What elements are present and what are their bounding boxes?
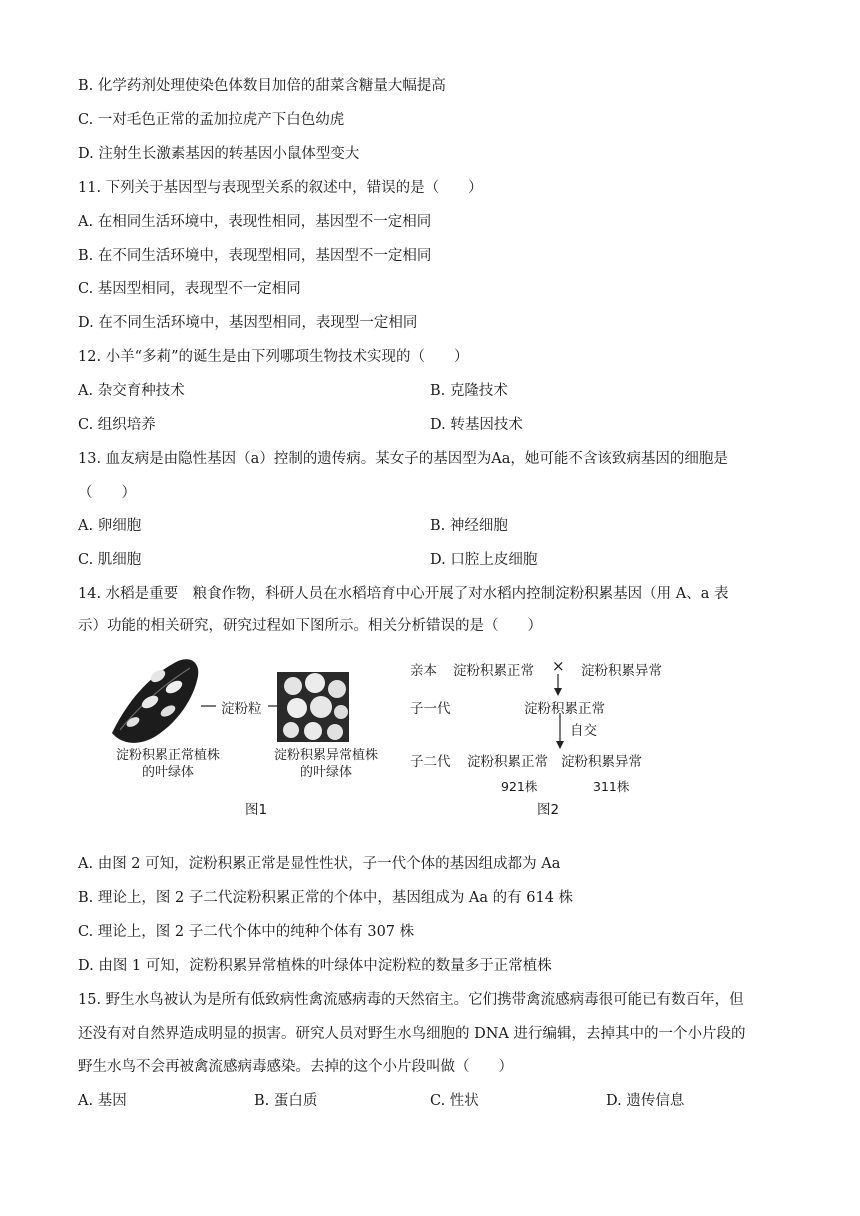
chloroplast-normal-image (112, 659, 198, 743)
q15-option-a: A. 基因 (78, 1093, 127, 1109)
q12-option-b: B. 克隆技术 (430, 383, 508, 399)
f2-abnormal-count: 311株 (593, 779, 630, 794)
q13-option-b: B. 神经细胞 (430, 518, 508, 534)
q11-stem: 11. 下列关于基因型与表现型关系的叙述中，错误的是（ ） (78, 180, 483, 196)
caption-normal-line2: 的叶绿体 (141, 765, 194, 780)
q15-option-d: D. 遗传信息 (606, 1093, 685, 1109)
f1-phenotype: 淀粉积累正常 (524, 701, 605, 717)
q11-option-d: D. 在不同生活环境中，基因型相同，表现型一定相同 (78, 315, 418, 331)
q14-option-b: B. 理论上，图 2 子二代淀粉积累正常的个体中，基因组成为 Aa 的有 614 株 (78, 890, 574, 906)
figure2-title: 图2 (537, 802, 560, 818)
q13-option-c: C. 肌细胞 (78, 552, 142, 568)
parent-abnormal: 淀粉积累异常 (581, 663, 662, 679)
q15-stem-line1: 15. 野生水鸟被认为是所有低致病性禽流感病毒的天然宿主。它们携带禽流感病毒很可能已有数百年，但 (78, 992, 744, 1008)
row-f2-label: 子二代 (410, 754, 451, 770)
q14-option-a: A. 由图 2 可知，淀粉积累正常是显性性状，子一代个体的基因组成都为 Aa (78, 856, 561, 872)
q10-option-b: B. 化学药剂处理使染色体数目加倍的甜菜含糖量大幅提高 (78, 78, 446, 94)
f2-abnormal: 淀粉积累异常 (561, 754, 642, 770)
caption-abnormal-line2: 的叶绿体 (299, 765, 352, 780)
q15-stem-line2: 还没有对自然界造成明显的损害。研究人员对野生水鸟细胞的 DNA 进行编辑，去掉其中的一个小片段的 (78, 1026, 746, 1042)
row-parent-label: 亲本 (410, 663, 437, 679)
q12-stem: 12. 小羊“多莉”的诞生是由下列哪项生物技术实现的（ ） (78, 349, 469, 365)
row-f1-label: 子一代 (410, 701, 451, 717)
q13-option-a: A. 卵细胞 (78, 518, 142, 534)
q14-stem-line1: 14. 水稻是重要 粮食作物，科研人员在水稻培育中心开展了对水稻内控制淀粉积累基因（用 A、a 表 (78, 586, 729, 602)
q12-option-d: D. 转基因技术 (430, 417, 523, 433)
caption-normal-chloroplast (108, 747, 228, 781)
q12-option-c: C. 组织培养 (78, 417, 156, 433)
chloroplast-abnormal-image (277, 672, 349, 742)
q14-stem-line2: 示）功能的相关研究，研究过程如下图所示。相关分析错误的是（ ） (78, 618, 542, 634)
q15-stem-line3: 野生水鸟不会再被禽流感病毒感染。去掉的这个小片段叫做（ ） (78, 1059, 513, 1075)
q10-option-d: D. 注射生长激素基因的转基因小鼠体型变大 (78, 146, 360, 162)
q14-option-d: D. 由图 1 可知，淀粉积累异常植株的叶绿体中淀粉粒的数量多于正常植株 (78, 958, 552, 974)
q13-stem-line2: （ ） (78, 485, 136, 501)
parent-normal: 淀粉积累正常 (453, 663, 534, 679)
figure1-title: 图1 (245, 802, 268, 818)
q11-option-a: A. 在相同生活环境中，表现性相同，基因型不一定相同 (78, 214, 432, 230)
selfing-label: 自交 (570, 723, 597, 739)
q12-option-a: A. 杂交育种技术 (78, 383, 185, 399)
q13-option-d: D. 口腔上皮细胞 (430, 552, 538, 568)
q11-option-c: C. 基因型相同，表现型不一定相同 (78, 281, 301, 297)
q10-option-c: C. 一对毛色正常的孟加拉虎产下白色幼虎 (78, 112, 345, 128)
f2-normal-count: 921株 (501, 779, 538, 794)
label-starch-granule: 淀粉粒 (221, 701, 262, 717)
caption-abnormal-line1: 淀粉积累异常植株 (273, 748, 378, 763)
q15-option-b: B. 蛋白质 (254, 1093, 318, 1109)
caption-normal-line1: 淀粉积累正常植株 (115, 748, 220, 763)
q15-option-c: C. 性状 (430, 1093, 479, 1109)
q11-option-b: B. 在不同生活环境中，表现型相同，基因型不一定相同 (78, 248, 432, 264)
q14-option-c: C. 理论上，图 2 子二代个体中的纯种个体有 307 株 (78, 924, 415, 940)
q13-stem-line1: 13. 血友病是由隐性基因（a）控制的遗传病。某女子的基因型为Aa，她可能不含该致病基因的细胞是 (78, 451, 728, 467)
cross-symbol: × (552, 657, 565, 675)
caption-abnormal-chloroplast (266, 747, 386, 781)
f2-normal: 淀粉积累正常 (467, 754, 548, 770)
